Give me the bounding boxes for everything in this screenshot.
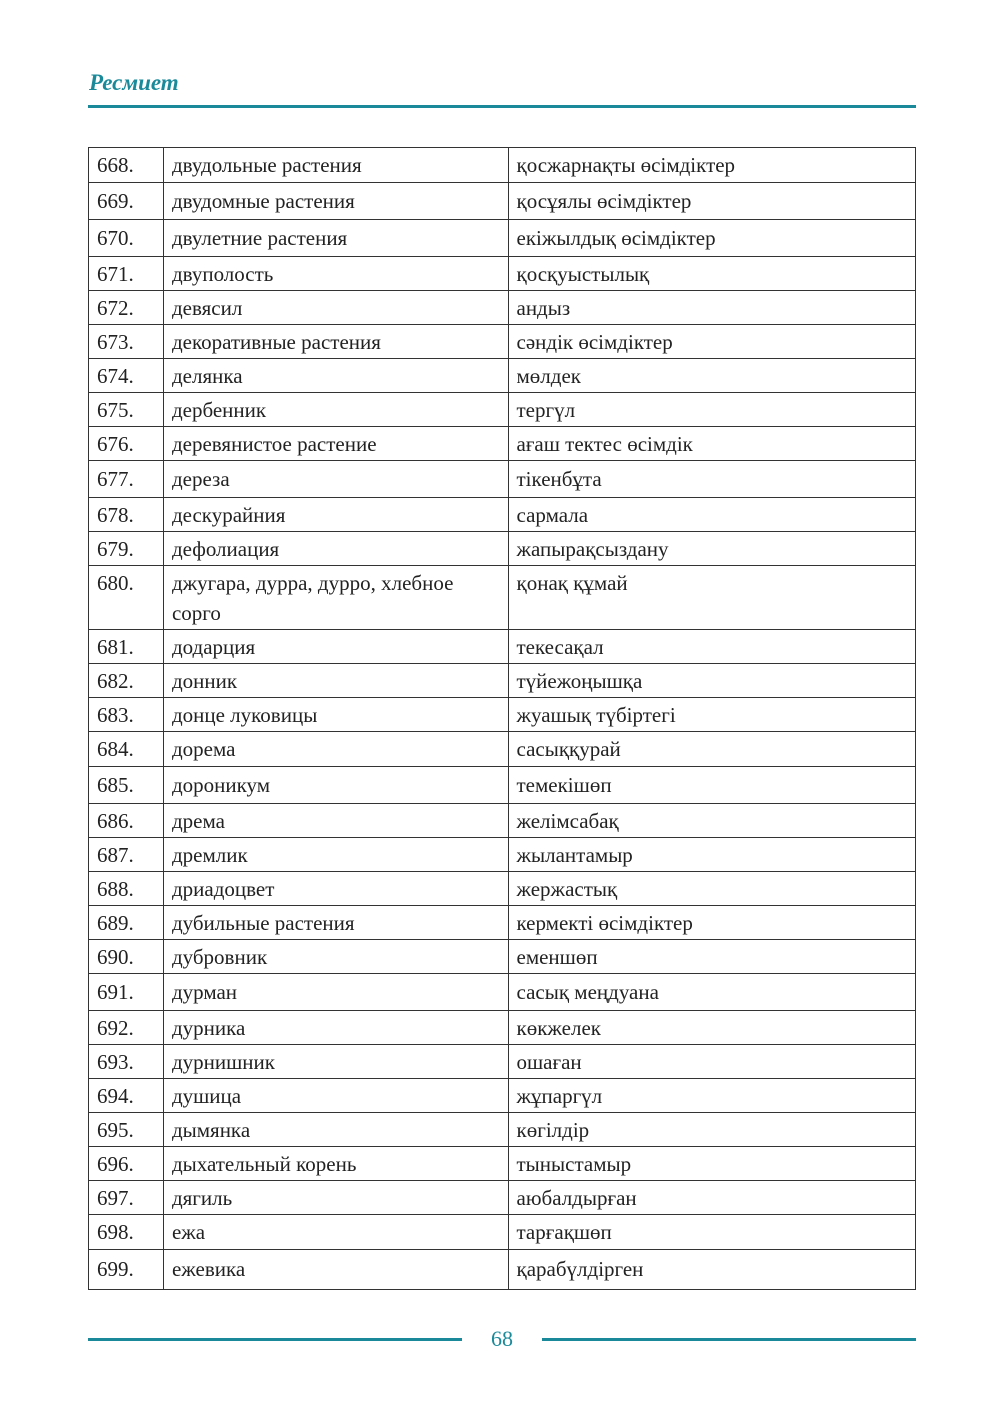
russian-term: двуполость bbox=[163, 257, 508, 291]
kazakh-term: мөлдек bbox=[508, 359, 916, 393]
kazakh-term: сасық меңдуана bbox=[508, 974, 916, 1011]
table-row bbox=[89, 906, 916, 940]
glossary-body bbox=[89, 148, 916, 1290]
russian-term: дорема bbox=[163, 732, 508, 767]
table-row bbox=[89, 974, 916, 1011]
running-header-title: Ресмиет bbox=[89, 70, 179, 95]
table-row bbox=[89, 1011, 916, 1045]
entry-number: 697. bbox=[89, 1181, 164, 1215]
kazakh-term: тікенбұта bbox=[508, 461, 916, 498]
russian-term: дурника bbox=[163, 1011, 508, 1045]
entry-number: 671. bbox=[89, 257, 164, 291]
kazakh-term: тыныстамыр bbox=[508, 1147, 916, 1181]
footer-rule-right bbox=[542, 1338, 916, 1341]
table-row bbox=[89, 1147, 916, 1181]
entry-number: 669. bbox=[89, 183, 164, 220]
page-number: 68 bbox=[491, 1326, 513, 1351]
entry-number: 670. bbox=[89, 220, 164, 257]
kazakh-term: көкжелек bbox=[508, 1011, 916, 1045]
table-row bbox=[89, 1045, 916, 1079]
entry-number: 674. bbox=[89, 359, 164, 393]
kazakh-term: аюбалдырған bbox=[508, 1181, 916, 1215]
entry-number: 675. bbox=[89, 393, 164, 427]
russian-term: дягиль bbox=[163, 1181, 508, 1215]
kazakh-term: екіжылдық өсімдіктер bbox=[508, 220, 916, 257]
russian-term: дремлик bbox=[163, 838, 508, 872]
kazakh-term: текесақал bbox=[508, 630, 916, 664]
table-row bbox=[89, 838, 916, 872]
russian-term: делянка bbox=[163, 359, 508, 393]
russian-term: дымянка bbox=[163, 1113, 508, 1147]
russian-term: дубильные растения bbox=[163, 906, 508, 940]
table-row bbox=[89, 393, 916, 427]
kazakh-term: сәндік өсімдіктер bbox=[508, 325, 916, 359]
table-row bbox=[89, 1181, 916, 1215]
russian-term: дыхательный корень bbox=[163, 1147, 508, 1181]
table-row bbox=[89, 732, 916, 767]
table-row bbox=[89, 698, 916, 732]
kazakh-term: желімсабақ bbox=[508, 804, 916, 838]
russian-term: девясил bbox=[163, 291, 508, 325]
glossary-table bbox=[88, 147, 916, 1290]
table-row bbox=[89, 359, 916, 393]
kazakh-term: жержастық bbox=[508, 872, 916, 906]
kazakh-term: еменшөп bbox=[508, 940, 916, 974]
russian-term: дрема bbox=[163, 804, 508, 838]
kazakh-term: тарғақшөп bbox=[508, 1215, 916, 1250]
kazakh-term: кермекті өсімдіктер bbox=[508, 906, 916, 940]
russian-term: двудольные растения bbox=[163, 148, 508, 183]
table-row bbox=[89, 872, 916, 906]
russian-term: донник bbox=[163, 664, 508, 698]
russian-term: дербенник bbox=[163, 393, 508, 427]
russian-term: дескурайния bbox=[163, 498, 508, 532]
kazakh-term: көгілдір bbox=[508, 1113, 916, 1147]
russian-term: дурман bbox=[163, 974, 508, 1011]
table-row bbox=[89, 630, 916, 664]
entry-number: 692. bbox=[89, 1011, 164, 1045]
table-row bbox=[89, 804, 916, 838]
kazakh-term: жылантамыр bbox=[508, 838, 916, 872]
entry-number: 684. bbox=[89, 732, 164, 767]
kazakh-term: қосжарнақты өсімдіктер bbox=[508, 148, 916, 183]
table-row bbox=[89, 1113, 916, 1147]
russian-term: ежевика bbox=[163, 1250, 508, 1290]
russian-term: декоративные растения bbox=[163, 325, 508, 359]
table-row bbox=[89, 1215, 916, 1250]
footer-rule-left bbox=[88, 1338, 462, 1341]
russian-term: дороникум bbox=[163, 767, 508, 804]
russian-term: дурнишник bbox=[163, 1045, 508, 1079]
russian-term: душица bbox=[163, 1079, 508, 1113]
entry-number: 694. bbox=[89, 1079, 164, 1113]
table-row bbox=[89, 940, 916, 974]
kazakh-term: сасыққурай bbox=[508, 732, 916, 767]
kazakh-term: жапырақсыздану bbox=[508, 532, 916, 566]
entry-number: 699. bbox=[89, 1250, 164, 1290]
entry-number: 691. bbox=[89, 974, 164, 1011]
entry-number: 679. bbox=[89, 532, 164, 566]
russian-term: донце луковицы bbox=[163, 698, 508, 732]
kazakh-term: жұпаргүл bbox=[508, 1079, 916, 1113]
russian-term: джугара, дурра, дурро, хлебное сорго bbox=[163, 566, 508, 630]
table-row bbox=[89, 1079, 916, 1113]
entry-number: 678. bbox=[89, 498, 164, 532]
kazakh-term: сармала bbox=[508, 498, 916, 532]
russian-term: деревянистое растение bbox=[163, 427, 508, 461]
russian-term: додарция bbox=[163, 630, 508, 664]
entry-number: 696. bbox=[89, 1147, 164, 1181]
entry-number: 689. bbox=[89, 906, 164, 940]
table-row bbox=[89, 183, 916, 220]
table-row bbox=[89, 664, 916, 698]
kazakh-term: ағаш тектес өсімдік bbox=[508, 427, 916, 461]
entry-number: 681. bbox=[89, 630, 164, 664]
entry-number: 672. bbox=[89, 291, 164, 325]
table-row bbox=[89, 291, 916, 325]
russian-term: дереза bbox=[163, 461, 508, 498]
kazakh-term: қосқуыстылық bbox=[508, 257, 916, 291]
kazakh-term: қосұялы өсімдіктер bbox=[508, 183, 916, 220]
entry-number: 682. bbox=[89, 664, 164, 698]
entry-number: 698. bbox=[89, 1215, 164, 1250]
entry-number: 688. bbox=[89, 872, 164, 906]
entry-number: 690. bbox=[89, 940, 164, 974]
russian-term: ежа bbox=[163, 1215, 508, 1250]
kazakh-term: түйежоңышқа bbox=[508, 664, 916, 698]
entry-number: 676. bbox=[89, 427, 164, 461]
entry-number: 687. bbox=[89, 838, 164, 872]
entry-number: 683. bbox=[89, 698, 164, 732]
kazakh-term: андыз bbox=[508, 291, 916, 325]
table-row bbox=[89, 148, 916, 183]
table-row bbox=[89, 257, 916, 291]
russian-term: двулетние растения bbox=[163, 220, 508, 257]
entry-number: 693. bbox=[89, 1045, 164, 1079]
kazakh-term: қонақ құмай bbox=[508, 566, 916, 630]
kazakh-term: тергүл bbox=[508, 393, 916, 427]
table-row bbox=[89, 532, 916, 566]
table-row bbox=[89, 427, 916, 461]
entry-number: 673. bbox=[89, 325, 164, 359]
russian-term: двудомные растения bbox=[163, 183, 508, 220]
kazakh-term: қарабүлдірген bbox=[508, 1250, 916, 1290]
table-row bbox=[89, 566, 916, 630]
table-row bbox=[89, 498, 916, 532]
kazakh-term: жуашық түбіртегі bbox=[508, 698, 916, 732]
table-row bbox=[89, 461, 916, 498]
kazakh-term: темекішөп bbox=[508, 767, 916, 804]
header-rule bbox=[88, 105, 916, 108]
russian-term: дефолиация bbox=[163, 532, 508, 566]
kazakh-term: ошаған bbox=[508, 1045, 916, 1079]
table-row bbox=[89, 1250, 916, 1290]
table-row bbox=[89, 767, 916, 804]
entry-number: 686. bbox=[89, 804, 164, 838]
table-row bbox=[89, 325, 916, 359]
table-row bbox=[89, 220, 916, 257]
russian-term: дубровник bbox=[163, 940, 508, 974]
entry-number: 685. bbox=[89, 767, 164, 804]
russian-term: дриадоцвет bbox=[163, 872, 508, 906]
entry-number: 680. bbox=[89, 566, 164, 630]
entry-number: 677. bbox=[89, 461, 164, 498]
entry-number: 695. bbox=[89, 1113, 164, 1147]
entry-number: 668. bbox=[89, 148, 164, 183]
